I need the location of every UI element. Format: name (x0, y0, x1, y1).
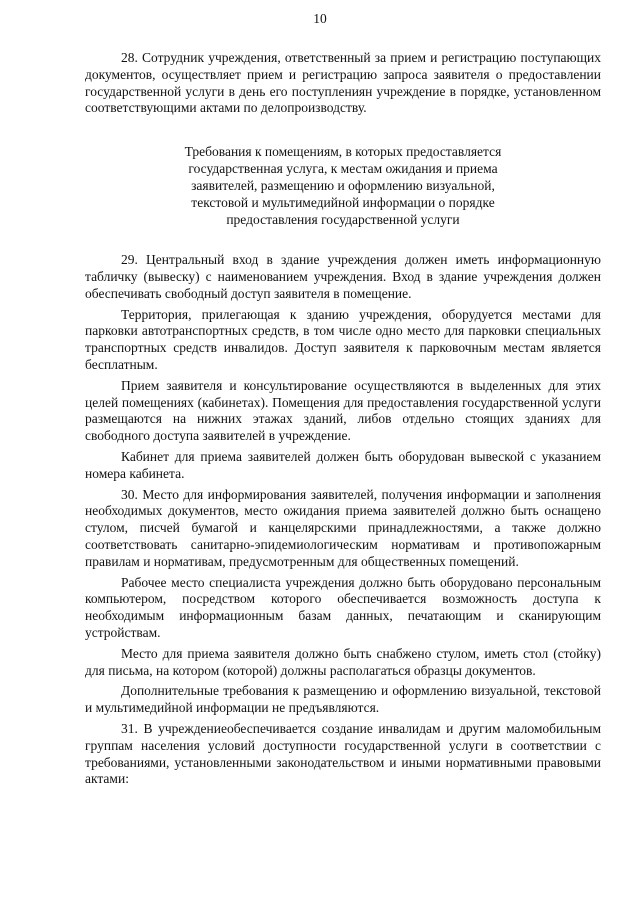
paragraph-parking: Территория, прилегающая к зданию учреждения, оборудуется местами для парковки автотранспортных средств, в том числе одно место для парковки специальных транспортных средств инвалидов. Доступ заявителя к парковочным местам является бесплатным. (85, 306, 601, 372)
paragraph-reception-place: Место для приема заявителя должно быть снабжено стулом, иметь стол (стойку) для письма, на котором (которой) должны располагаться образцы документов. (85, 645, 601, 678)
heading-line: текстовой и мультимедийной информации о порядке (191, 195, 495, 211)
paragraph-cabinet-sign: Кабинет для приема заявителей должен быть оборудован вывеской с указанием номера кабинета. (85, 448, 601, 481)
paragraph-additional-requirements: Дополнительные требования к размещению и оформлению визуальной, текстовой и мультимедийной информации не предъявляются. (85, 683, 601, 716)
paragraph-29: 29. Центральный вход в здание учреждения должен иметь информационную табличку (вывеску) с наименованием учреждения. Вход в здание учреждения должен обеспечивать свободный доступ заявителя в помещение. (85, 252, 601, 301)
paragraph-31: 31. В учреждениеобеспечивается создание инвалидам и другим маломобильным группам населения условий доступности государственной услуги в соответствии с требованиями, установленными законодательством и иными нормативными правовыми актами: (85, 720, 601, 787)
heading-line: заявителей, размещению и оформлению визуальной, (191, 178, 495, 194)
paragraph-reception: Прием заявителя и консультирование осуществляются в выделенных для этих целей помещениях (кабинетах). Помещения для предоставления государственной услуги размещаются на нижних этажах зданий, либов отдельно стоящих зданиях для свободного доступа заявителей в учреждение. (85, 377, 601, 444)
paragraph-workplace: Рабочее место специалиста учреждения должно быть оборудовано персональным компьютером, посредством которого обеспечивается возможность доступа к необходимым информационным базам данных, печатающим и сканирующим устройствам. (85, 574, 601, 640)
heading-line: Требования к помещениям, в которых предоставляется (184, 144, 502, 160)
document-body (85, 50, 601, 790)
heading-line: предоставления государственной услуги (226, 212, 460, 228)
section-heading (115, 143, 571, 228)
page-number: 10 (313, 11, 327, 26)
paragraph-28: 28. Сотрудник учреждения, ответственный за прием и регистрацию поступающих документов, осуществляет прием и регистрацию запроса заявителя о предоставлении государственной услуги в день его поступлениян учреждение в порядке, установленном соответствующими актами по делопроизводству. (85, 50, 601, 116)
paragraph-30: 30. Место для информирования заявителей, получения информации и заполнения необходимых документов, место ожидания приема заявителей должно быть оснащено стулом, писчей бумагой и канцелярскими принадлежностями, а также должно соответствовать санитарно-эпидемиологическим нормативам и противопожарным правилам и нормативам, предусмотренным для общественных помещений. (85, 486, 601, 569)
heading-line: государственная услуга, к местам ожидания и приема (188, 161, 498, 177)
